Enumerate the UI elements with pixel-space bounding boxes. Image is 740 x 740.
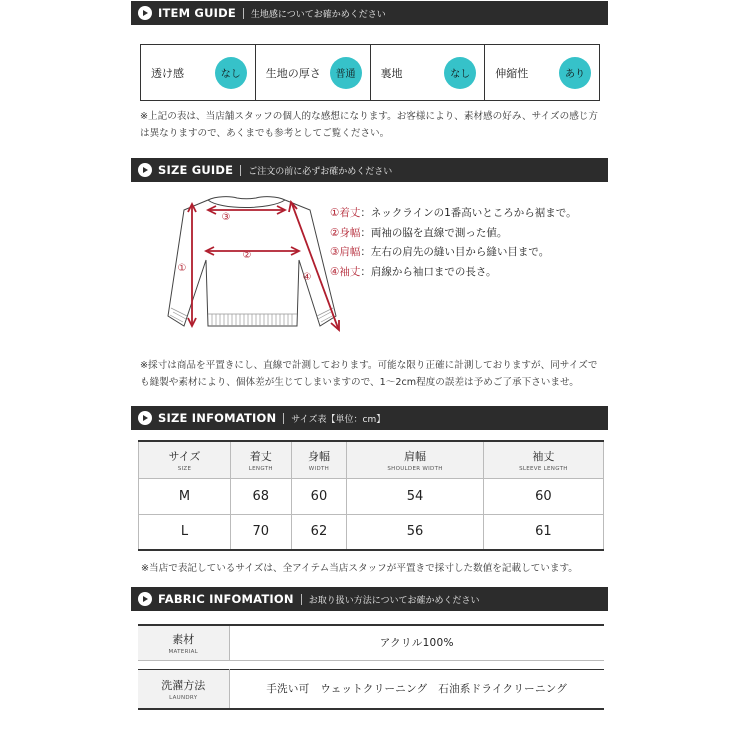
header-divider	[240, 165, 241, 176]
size-guide-note	[140, 357, 610, 391]
guide-label: 伸縮性	[495, 66, 529, 80]
diagram-label-length: ①	[177, 263, 187, 274]
column-header-jp: 袖丈	[532, 449, 555, 463]
guide-value-badge: 普通	[330, 57, 362, 89]
size-guide-header	[131, 158, 608, 182]
legend-term: 着丈	[339, 207, 361, 219]
column-header-en: SIZE	[177, 465, 192, 472]
column-header-en: SLEEVE LENGTH	[519, 465, 568, 472]
item-guide-table	[140, 44, 600, 101]
guide-cell-transparency	[141, 45, 256, 100]
table-cell: 60	[291, 478, 347, 514]
legend-description: ：左右の肩先の縫い目から縫い目まで。	[360, 246, 550, 258]
legend-number: ①	[330, 207, 340, 219]
column-header-width	[291, 441, 347, 478]
fabric-row-material	[138, 625, 604, 660]
column-header-jp: 身幅	[307, 449, 330, 463]
guide-label: 生地の厚さ	[265, 66, 321, 80]
column-header-jp: 肩幅	[404, 449, 427, 463]
column-header-en: LENGTH	[248, 465, 273, 472]
column-header-length	[231, 441, 292, 478]
legend-item	[330, 224, 577, 244]
size-guide-title: SIZE GUIDE	[158, 163, 234, 177]
legend-description: ：ネックラインの1番高いところから裾まで。	[360, 207, 577, 219]
item-guide-header	[131, 1, 608, 25]
legend-number: ④	[330, 265, 340, 278]
table-cell: 70	[231, 514, 292, 550]
note-line: ※当店で表記しているサイズは、全アイテム当店スタッフが平置きで採寸した数値を記載しています。	[141, 563, 578, 574]
legend-number: ③	[330, 246, 340, 258]
note-line: ※採寸は商品を平置きにし、直線で計測しております。可能な限り正確に計測しておりますが、同サイズで	[140, 360, 598, 371]
guide-value-badge: あり	[559, 57, 591, 89]
guide-label: 裏地	[380, 66, 403, 80]
item-guide-subtitle: 生地感についてお確かめください	[250, 9, 386, 20]
table-row	[139, 514, 604, 550]
fabric-table	[138, 624, 604, 710]
table-cell: 61	[483, 514, 603, 550]
guide-value-badge: なし	[444, 57, 476, 89]
legend-term: 肩幅	[339, 246, 361, 258]
fabric-laundry-value: 手洗い可 ウェットクリーニング 石油系ドライクリーニング	[229, 669, 604, 709]
fabric-label-jp: 洗濯方法	[161, 678, 206, 692]
legend-term: 身幅	[339, 226, 361, 239]
guide-cell-stretch	[485, 45, 599, 100]
diagram-label-sleeve: ④	[302, 272, 312, 283]
diagram-label-shoulder: ③	[221, 212, 231, 223]
size-guide-subtitle: ご注文の前に必ずお確かめください	[248, 166, 393, 177]
legend-description: ：両袖の脇を直線で測った値。	[360, 226, 508, 239]
size-info-subtitle: サイズ表【単位：cm】	[291, 414, 386, 425]
table-cell: 60	[483, 478, 603, 514]
table-cell: 54	[347, 478, 483, 514]
table-row	[139, 478, 604, 514]
size-info-note	[141, 560, 611, 577]
size-info-title: SIZE INFOMATION	[158, 411, 277, 425]
column-header-jp: サイズ	[168, 449, 201, 463]
fabric-spacer	[138, 660, 604, 669]
fabric-row-label	[138, 669, 229, 709]
note-line: ※上記の表は、当店舗スタッフの個人的な感想になります。お客様により、素材感の好み、サイズの感じ方	[140, 111, 598, 122]
legend-term: 袖丈	[339, 265, 361, 278]
column-header-en: SHOULDER WIDTH	[387, 465, 443, 472]
column-header-jp: 着丈	[249, 449, 272, 463]
fabric-label-en: LAUNDRY	[169, 694, 198, 701]
column-header-size	[139, 441, 231, 478]
item-guide-title: ITEM GUIDE	[158, 6, 236, 20]
play-arrow-icon	[138, 411, 152, 425]
fabric-label-jp: 素材	[172, 632, 195, 646]
fabric-row-laundry	[138, 669, 604, 709]
legend-number: ②	[330, 226, 340, 239]
play-arrow-icon	[138, 592, 152, 606]
size-guide-legend	[330, 204, 577, 282]
size-info-header	[131, 406, 608, 430]
play-arrow-icon	[138, 6, 152, 20]
guide-label: 透け感	[151, 66, 184, 80]
note-line: は異なりますので、あくまでも参考としてご覧ください。	[140, 128, 390, 139]
fabric-material-value: アクリル100%	[229, 625, 604, 660]
table-cell-size: L	[139, 514, 231, 550]
column-header-sleeve-length	[483, 441, 603, 478]
legend-description: ：肩線から袖口までの長さ。	[360, 265, 497, 278]
header-divider	[301, 594, 302, 605]
play-arrow-icon	[138, 163, 152, 177]
note-line: も縫製や素材により、個体差が生じてしまいますので、1〜2cm程度の誤差は予めご了承下さいませ。	[140, 377, 579, 388]
table-cell: 56	[347, 514, 483, 550]
item-guide-note	[140, 108, 610, 142]
size-table	[138, 440, 604, 551]
legend-item	[330, 263, 577, 283]
guide-cell-lining	[371, 45, 486, 100]
table-cell-size: M	[139, 478, 231, 514]
size-table-header-row	[139, 441, 604, 478]
fabric-info-title: FABRIC INFOMATION	[158, 592, 294, 606]
sweater-body-outline	[168, 197, 336, 326]
column-header-shoulder-width	[347, 441, 483, 478]
fabric-row-label	[138, 625, 229, 660]
guide-value-badge: なし	[215, 57, 247, 89]
table-cell: 68	[231, 478, 292, 514]
guide-cell-thickness	[256, 45, 371, 100]
table-cell: 62	[291, 514, 347, 550]
legend-item	[330, 204, 577, 224]
legend-item	[330, 243, 577, 263]
fabric-label-en: MATERIAL	[168, 648, 199, 655]
fabric-info-subtitle: お取り扱い方法についてお確かめください	[308, 595, 480, 606]
column-header-en: WIDTH	[308, 465, 330, 472]
diagram-label-width: ②	[242, 250, 252, 261]
fabric-info-header	[131, 587, 608, 611]
header-divider	[243, 8, 244, 19]
sweater-measurement-diagram	[150, 188, 346, 348]
header-divider	[283, 413, 284, 424]
